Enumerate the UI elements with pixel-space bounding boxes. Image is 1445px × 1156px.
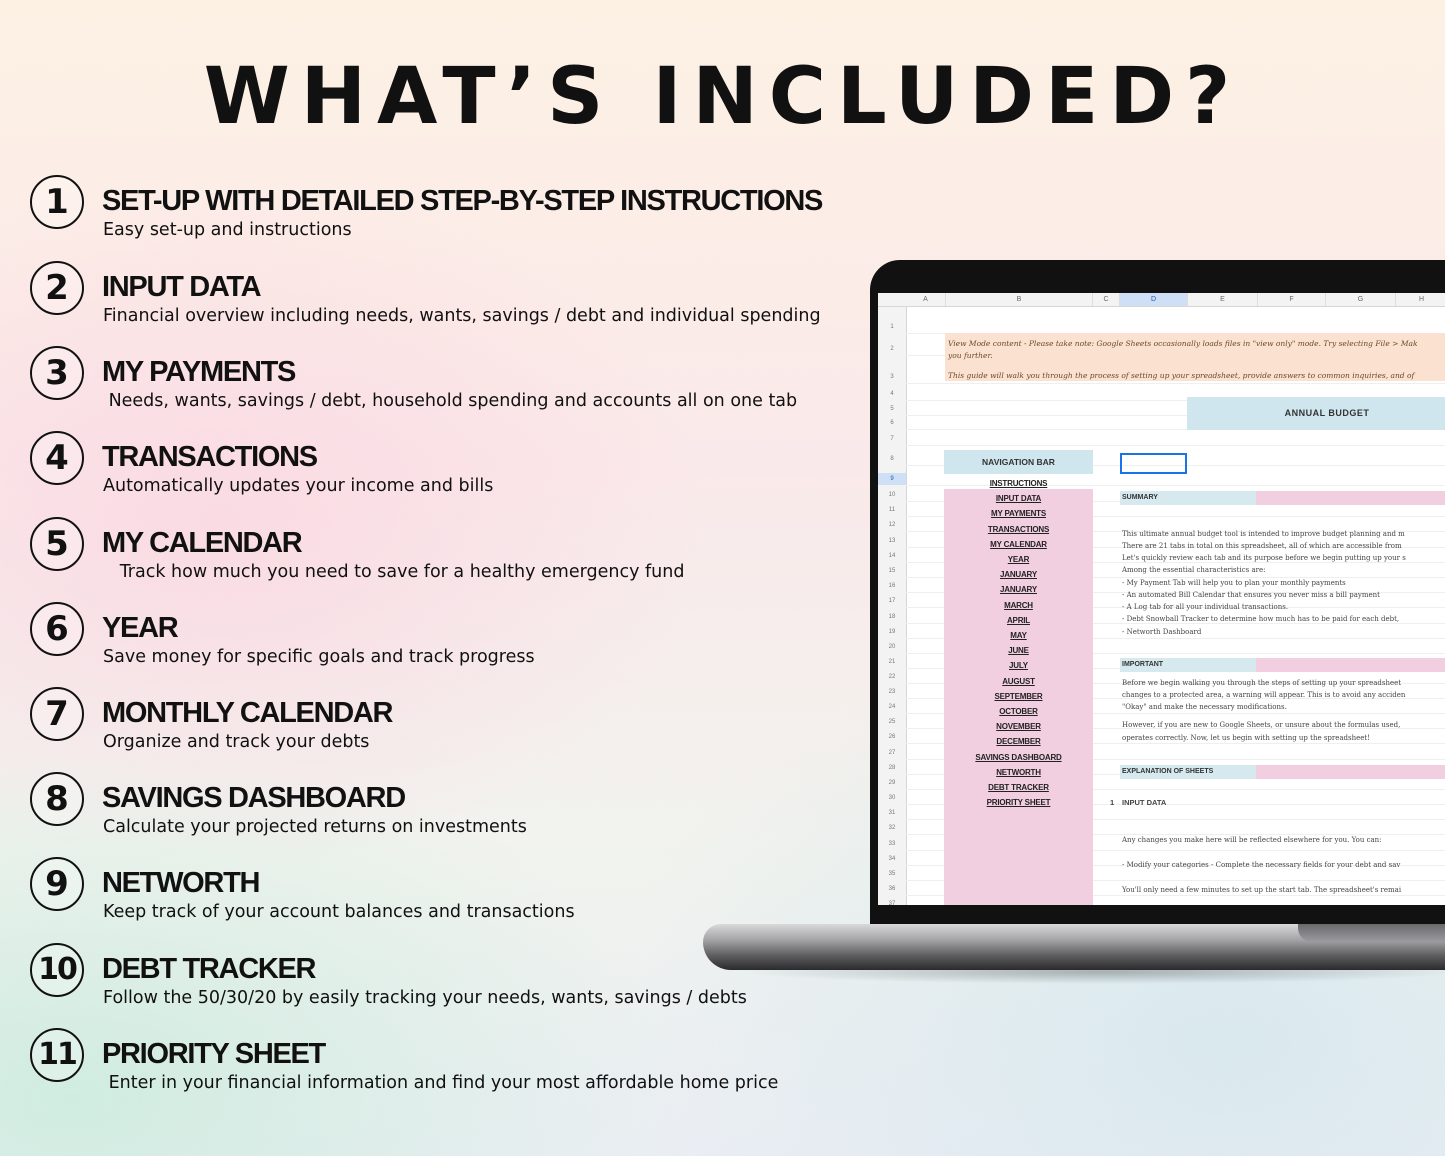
column-header[interactable]: B — [946, 293, 1093, 306]
row-header[interactable]: 29 — [888, 780, 896, 786]
number-badge: 10 — [30, 943, 84, 997]
row-header[interactable]: 12 — [888, 522, 896, 528]
paragraph-line: You'll only need a few minutes to set up the start tab. The spreadsheet's remai — [1122, 886, 1402, 894]
nav-link[interactable]: AUGUST — [1002, 676, 1035, 686]
nav-link[interactable]: MY CALENDAR — [990, 539, 1047, 549]
nav-link[interactable]: NOVEMBER — [996, 722, 1041, 732]
feature-description: Organize and track your debts — [103, 732, 370, 752]
nav-link[interactable]: PRIORITY SHEET — [986, 798, 1051, 808]
paragraph-line: Among the essential characteristics are: — [1122, 566, 1266, 574]
row-header[interactable]: 34 — [888, 856, 896, 862]
feature-description: Follow the 50/30/20 by easily tracking your needs, wants, savings / debts — [103, 988, 747, 1008]
row-header[interactable]: 13 — [888, 538, 896, 544]
row-header[interactable]: 25 — [888, 719, 896, 725]
paragraph-line: - Modify your categories - Complete the necessary fields for your debt and sav — [1122, 861, 1401, 869]
row-header[interactable]: 1 — [890, 324, 894, 330]
row-header[interactable]: 17 — [888, 598, 896, 604]
paragraph-line: Before we begin walking you through the steps of setting up your spreadsheet — [1122, 679, 1402, 687]
row-header[interactable]: 16 — [888, 583, 896, 589]
feature-heading: SET-UP WITH DETAILED STEP-BY-STEP INSTRUCTIONS — [102, 185, 823, 217]
feature-description: Easy set-up and instructions — [103, 220, 352, 240]
number-badge: 5 — [30, 517, 84, 571]
view-mode-note-continued: you further. — [948, 351, 993, 360]
column-header[interactable]: G — [1326, 293, 1396, 306]
feature-heading: SAVINGS DASHBOARD — [102, 782, 405, 814]
row-header[interactable]: 27 — [888, 750, 896, 756]
row-header[interactable]: 10 — [888, 492, 896, 498]
nav-link[interactable]: INPUT DATA — [995, 494, 1042, 504]
nav-link[interactable]: DEBT TRACKER — [988, 783, 1049, 792]
nav-link[interactable]: APRIL — [1006, 615, 1030, 625]
row-header[interactable]: 30 — [888, 795, 896, 801]
row-header[interactable]: 23 — [888, 689, 896, 695]
feature-description: Enter in your financial information and find your most affordable home price — [103, 1073, 779, 1093]
row-header[interactable]: 28 — [888, 765, 896, 771]
row-header[interactable]: 14 — [888, 553, 896, 559]
paragraph-line: - A Log tab for all your individual transactions. — [1122, 603, 1289, 611]
feature-description: Automatically updates your income and bills — [103, 476, 494, 496]
row-header[interactable]: 7 — [890, 436, 894, 442]
row-header[interactable]: 2 — [890, 346, 894, 352]
nav-link[interactable]: SEPTEMBER — [994, 691, 1043, 701]
feature-description: Needs, wants, savings / debt, household spending and accounts all on one tab — [103, 391, 798, 411]
feature-description: Keep track of your account balances and transactions — [103, 902, 575, 922]
feature-heading: INPUT DATA — [102, 271, 261, 303]
nav-link[interactable]: JULY — [1009, 661, 1028, 671]
row-header[interactable]: 6 — [890, 420, 894, 426]
nav-link[interactable]: NETWORTH — [996, 767, 1041, 777]
page-title: WHAT’S INCLUDED? — [203, 52, 1242, 142]
nav-link[interactable]: INSTRUCTIONS — [989, 479, 1048, 488]
paragraph-line: operates correctly. Now, let us begin with setting up the spreadsheet! — [1122, 734, 1371, 742]
row-header[interactable]: 32 — [888, 825, 896, 831]
row-header[interactable]: 8 — [890, 456, 894, 462]
laptop-mockup — [700, 260, 1445, 980]
feature-heading: NETWORTH — [102, 867, 260, 899]
paragraph-line: - Debt Snowball Tracker to determine how much has to be paid for each debt, — [1122, 615, 1400, 623]
row-header[interactable]: 36 — [888, 886, 896, 892]
explanation-section-header: EXPLANATION OF SHEETS — [1120, 765, 1445, 779]
navigation-bar-header: NAVIGATION BAR — [944, 450, 1093, 474]
number-badge: 6 — [30, 602, 84, 656]
annual-budget-header: ANNUAL BUDGET — [1187, 397, 1445, 430]
feature-heading: MONTHLY CALENDAR — [102, 697, 393, 729]
row-header[interactable]: 35 — [888, 871, 896, 877]
number-badge: 7 — [30, 687, 84, 741]
laptop-hinge-notch — [1298, 924, 1445, 942]
row-header[interactable]: 3 — [890, 374, 894, 380]
input-data-label: INPUT DATA — [1122, 798, 1167, 807]
paragraph-line: However, if you are new to Google Sheets, or unsure about the formulas used, — [1122, 721, 1401, 729]
number-badge: 1 — [30, 175, 84, 229]
number-badge: 8 — [30, 772, 84, 826]
nav-link[interactable]: OCTOBER — [999, 707, 1038, 716]
row-header[interactable]: 9 — [878, 473, 906, 485]
column-header[interactable]: A — [906, 293, 946, 306]
number-badge: 3 — [30, 346, 84, 400]
feature-description: Financial overview including needs, wants, savings / debt and individual spending — [103, 306, 821, 326]
laptop-lid — [870, 260, 1445, 930]
row-header[interactable]: 31 — [888, 810, 896, 816]
row-header[interactable]: 20 — [888, 644, 896, 650]
nav-link[interactable]: TRANSACTIONS — [987, 524, 1050, 534]
column-header[interactable]: F — [1258, 293, 1326, 306]
paragraph-line: - My Payment Tab will help you to plan your monthly payments — [1122, 579, 1346, 587]
feature-heading: PRIORITY SHEET — [102, 1038, 325, 1070]
row-gridline — [906, 445, 1445, 446]
nav-link[interactable]: JANUARY — [1000, 570, 1037, 580]
column-header[interactable]: D — [1120, 293, 1188, 306]
feature-heading: MY CALENDAR — [102, 527, 302, 559]
column-header[interactable]: H — [1396, 293, 1445, 306]
row-header[interactable]: 11 — [888, 507, 896, 513]
spreadsheet-screen — [878, 293, 1445, 905]
paragraph-line: - Networth Dashboard — [1122, 628, 1202, 636]
feature-description: Calculate your projected returns on investments — [103, 817, 527, 837]
feature-heading: MY PAYMENTS — [102, 356, 296, 388]
nav-link[interactable]: SAVINGS DASHBOARD — [975, 752, 1062, 762]
row-header[interactable]: 21 — [888, 659, 896, 665]
feature-description: Track how much you need to save for a healthy emergency fund — [103, 562, 685, 582]
nav-link[interactable]: JUNE — [1008, 646, 1029, 656]
nav-link[interactable]: MARCH — [1004, 600, 1033, 610]
feature-heading: YEAR — [102, 612, 178, 644]
row-header[interactable]: 24 — [888, 704, 896, 710]
guide-intro-note: This guide will walk you through the process of setting up your spreadsheet, provide answers to common inquiries, and of — [948, 371, 1415, 380]
column-header[interactable]: C — [1093, 293, 1120, 306]
row-header[interactable]: 26 — [888, 734, 896, 740]
paragraph-line: Any changes you make here will be reflected elsewhere for you. You can: — [1122, 836, 1382, 844]
row-header[interactable]: 22 — [888, 674, 896, 680]
row-header[interactable]: 4 — [890, 391, 894, 397]
paragraph-line: There are 21 tabs in total on this spreadsheet, all of which are accessible from — [1122, 542, 1402, 550]
column-header[interactable]: E — [1188, 293, 1258, 306]
number-badge: 11 — [30, 1028, 84, 1082]
paragraph-line: - An automated Bill Calendar that ensures you never miss a bill payment — [1122, 591, 1380, 599]
row-header[interactable]: 19 — [888, 629, 896, 635]
row-header[interactable]: 37 — [888, 901, 896, 905]
paragraph-line: Let's quickly review each tab and its purpose before we begin putting up your s — [1122, 554, 1406, 562]
row-gridline — [906, 383, 1445, 384]
row-header[interactable]: 5 — [890, 406, 894, 412]
nav-link[interactable]: DECEMBER — [996, 737, 1041, 747]
feature-item — [30, 175, 840, 255]
feature-heading: DEBT TRACKER — [102, 953, 316, 985]
nav-link[interactable]: JANUARY — [1000, 585, 1037, 595]
row-header[interactable]: 15 — [888, 568, 896, 574]
nav-link[interactable]: MAY — [1010, 631, 1027, 640]
row-header[interactable]: 18 — [888, 614, 896, 620]
feature-heading: TRANSACTIONS — [102, 441, 317, 473]
number-badge: 4 — [30, 431, 84, 485]
view-mode-note: View Mode content - Please take note: Google Sheets occasionally loads files in "view only" mode. Try selecting File > Mak — [948, 339, 1418, 348]
paragraph-line: changes to a protected area, a warning will appear. This is to avoid any acciden — [1122, 691, 1406, 699]
column-header-bar — [878, 293, 1445, 307]
feature-item — [30, 1028, 840, 1108]
important-section-header: IMPORTANT — [1120, 658, 1445, 672]
number-badge: 9 — [30, 857, 84, 911]
input-data-number: 1 — [1110, 798, 1115, 807]
paragraph-line: This ultimate annual budget tool is intended to improve budget planning and m — [1122, 530, 1405, 538]
summary-section-header: SUMMARY — [1120, 491, 1445, 505]
nav-link[interactable]: YEAR — [1007, 555, 1030, 564]
feature-description: Save money for specific goals and track progress — [103, 647, 535, 667]
row-header[interactable]: 33 — [888, 841, 896, 847]
number-badge: 2 — [30, 261, 84, 315]
row-header-bar — [878, 307, 907, 905]
nav-link[interactable]: MY PAYMENTS — [991, 509, 1046, 519]
selected-cell[interactable] — [1120, 453, 1187, 474]
paragraph-line: "Okay" and make the necessary modifications. — [1122, 703, 1287, 711]
